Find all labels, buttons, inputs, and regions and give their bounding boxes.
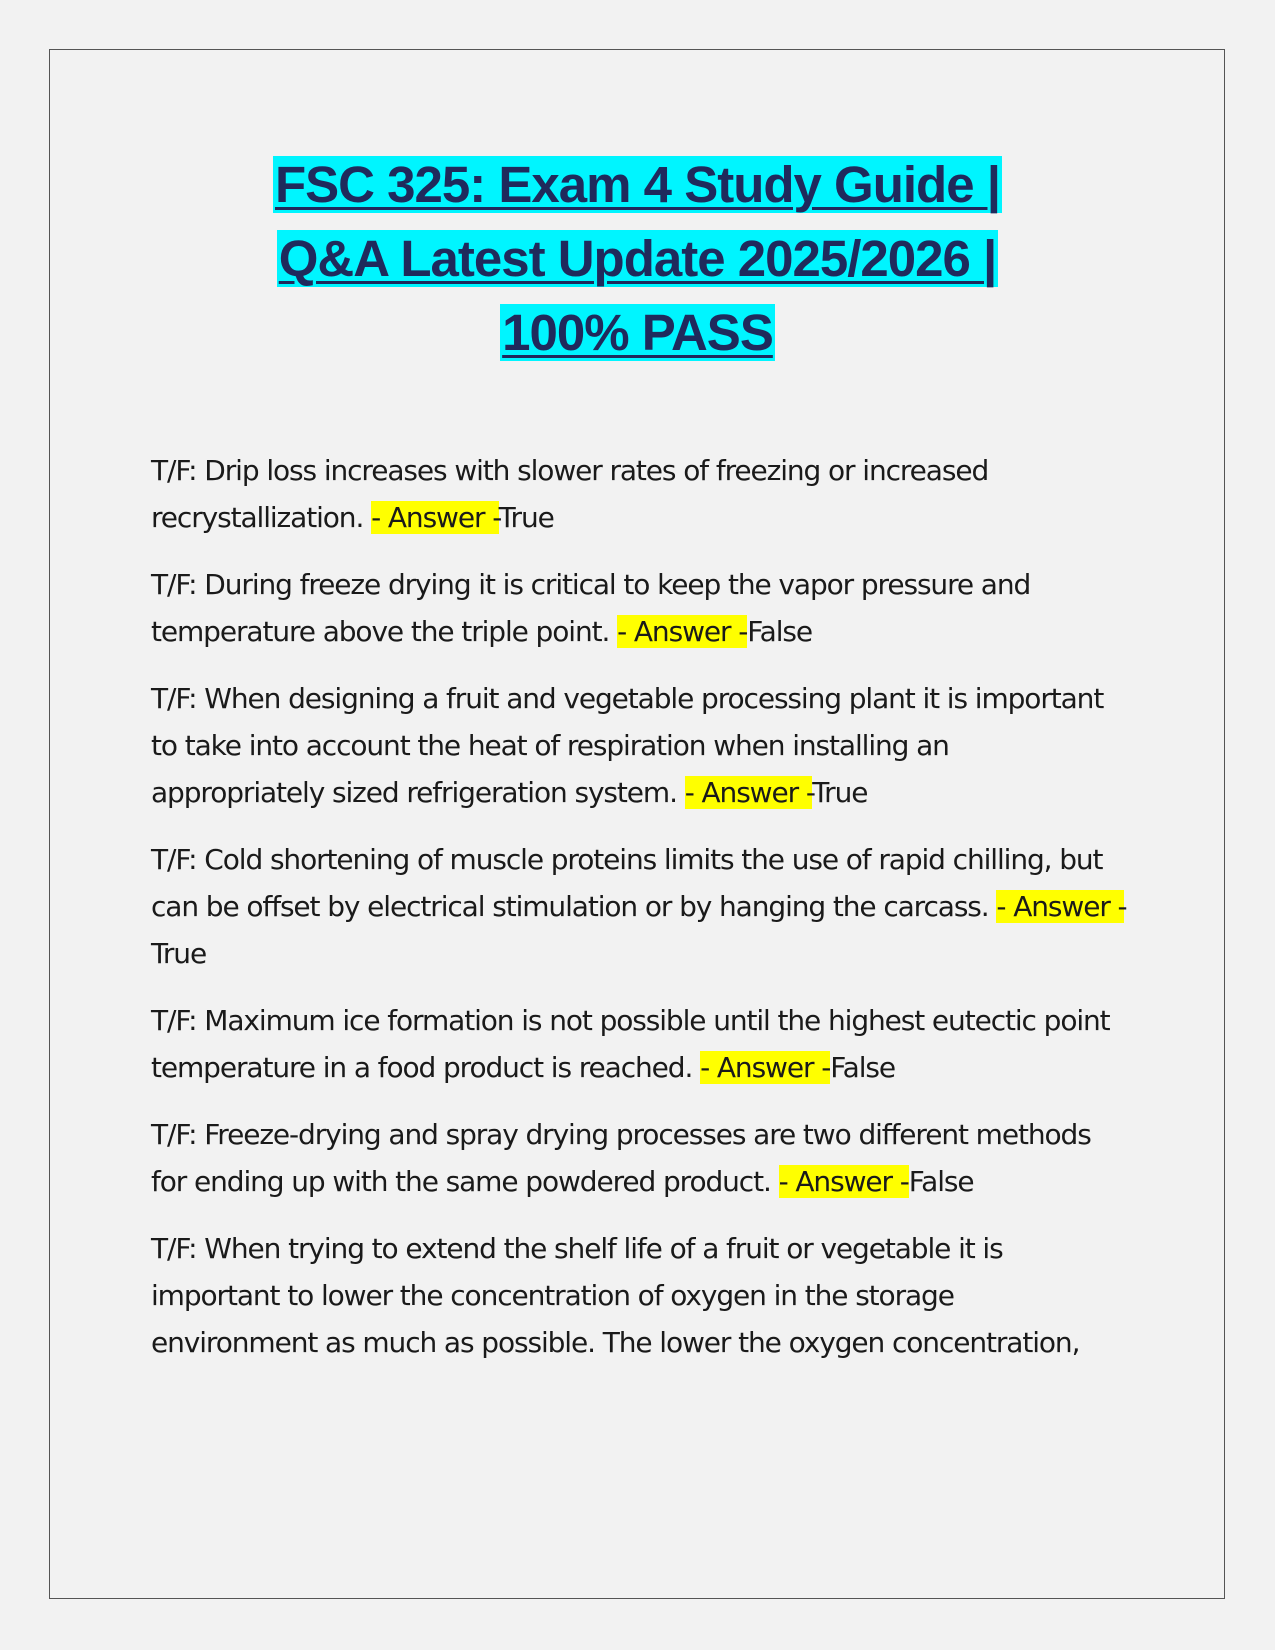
- answer-marker: - Answer -: [684, 776, 813, 809]
- qa-item: [151, 997, 1126, 1091]
- qa-item: [151, 561, 1126, 655]
- answer-marker: - Answer -: [700, 1051, 831, 1084]
- qa-item: [151, 447, 1126, 541]
- question-text: T/F: Maximum ice formation is not possible until the highest eutectic point temperature in a food product is reached.: [151, 1004, 1110, 1084]
- answer-text: True: [498, 501, 554, 534]
- qa-item: [151, 836, 1126, 977]
- answer-marker: - Answer -: [371, 501, 499, 534]
- question-text: T/F: During freeze drying it is critical to keep the vapor pressure and temperature above the triple point.: [151, 568, 1031, 648]
- answer-text: False: [747, 615, 813, 648]
- title-line-1: FSC 325: Exam 4 Study Guide |: [275, 156, 1000, 213]
- answer-marker: - Answer -: [778, 1165, 909, 1198]
- qa-item: [151, 1225, 1126, 1366]
- question-text: T/F: Drip loss increases with slower rates of freezing or increased recrystallization.: [151, 454, 989, 534]
- answer-text: True: [812, 776, 868, 809]
- title-line-2: Q&A Latest Update 2025/2026 |: [278, 230, 997, 287]
- question-text: T/F: When trying to extend the shelf life of a fruit or vegetable it is important to lower the concentration of oxygen in the storage environment as much as possible. The lower the oxygen concentration,: [151, 1232, 1080, 1359]
- answer-text: False: [908, 1165, 974, 1198]
- document-title: [100, 148, 1175, 370]
- question-text: T/F: When designing a fruit and vegetable processing plant it is important to take into account the heat of respiration when installing an appropriately sized refrigeration system.: [151, 682, 1104, 809]
- question-text: T/F: Cold shortening of muscle proteins limits the use of rapid chilling, but can be offset by electrical stimulation or by hanging the carcass.: [151, 843, 1103, 923]
- answer-text: True: [151, 937, 207, 970]
- title-line-3: 100% PASS: [502, 304, 773, 361]
- qa-item: [151, 675, 1126, 816]
- answer-marker: - Answer -: [996, 890, 1124, 923]
- answer-marker: - Answer -: [617, 615, 748, 648]
- answer-text: False: [830, 1051, 895, 1084]
- question-text: T/F: Freeze-drying and spray drying processes are two different methods for ending up with the same powdered product.: [151, 1118, 1091, 1198]
- qa-list: [151, 447, 1126, 1386]
- qa-item: [151, 1111, 1126, 1205]
